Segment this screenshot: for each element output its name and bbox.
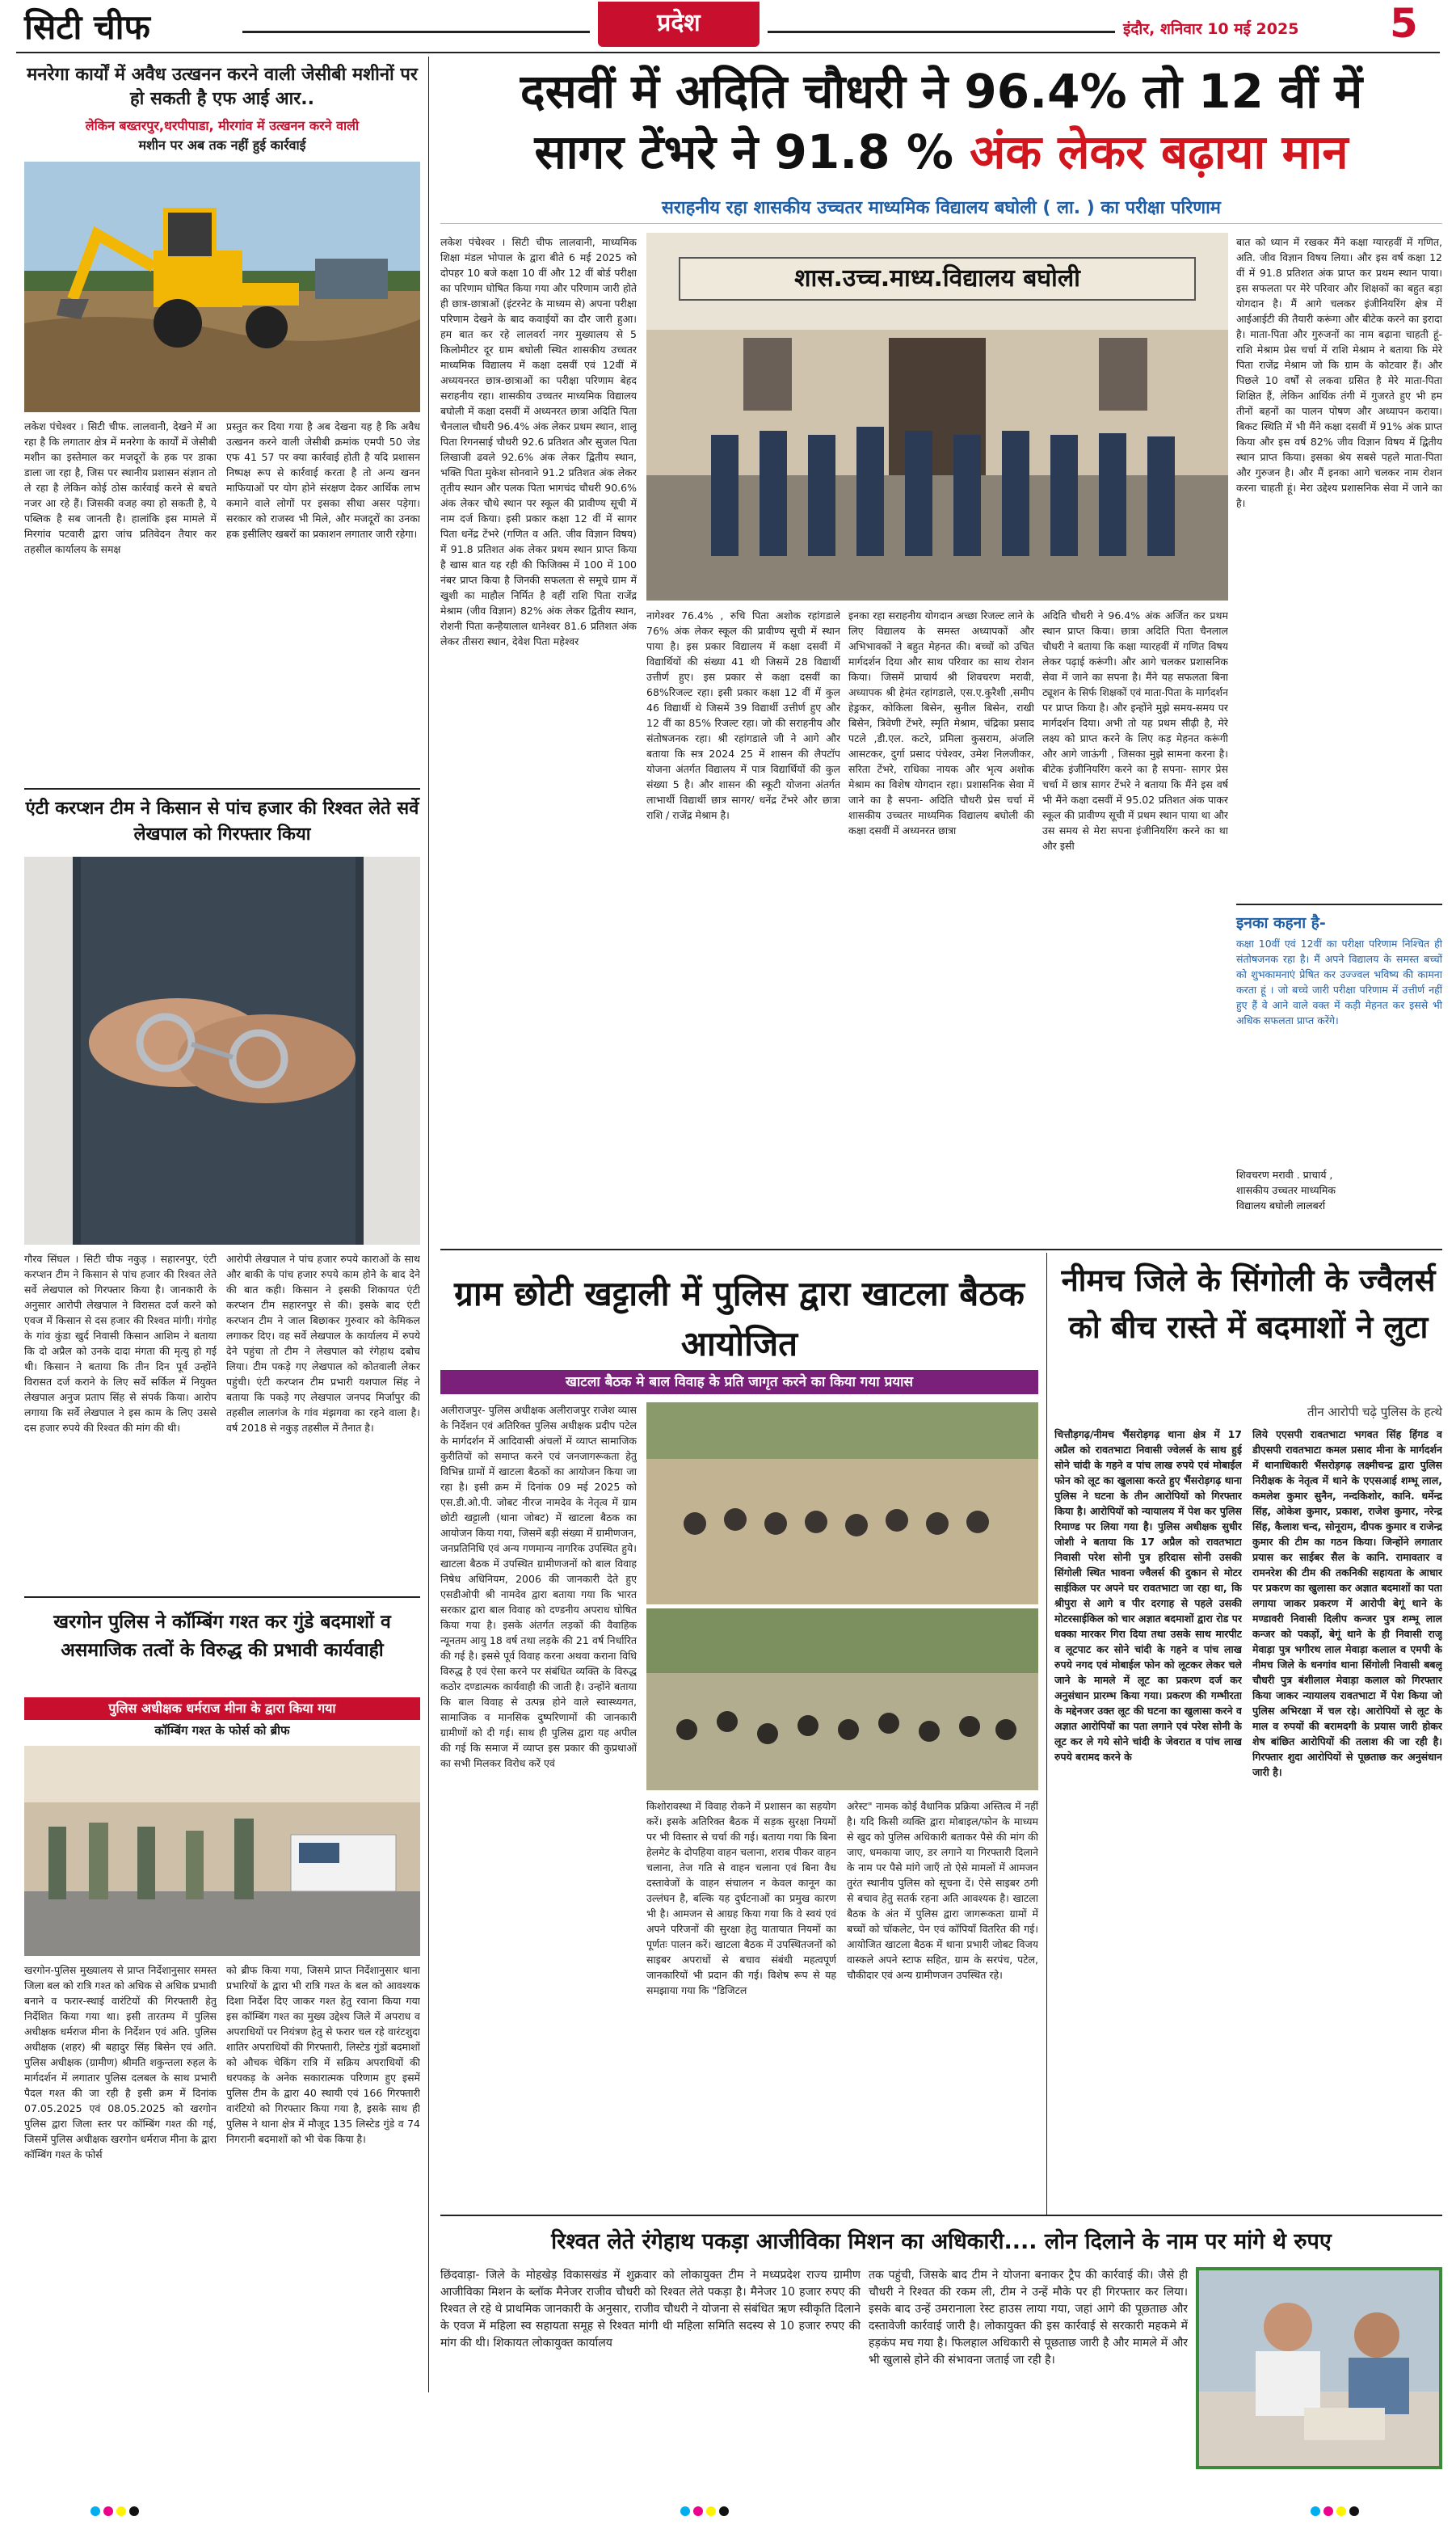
story5-column-2: लिये एएसपी रावतभाटा भगवत सिंह हिंगड व डीएसपी रावतभाटा कमल प्रसाद मीना के मार्गदर्शन में थानाधिकारी भैंसरोड़गढ़ लक्ष्मीचन्द्र द्वारा पुलिस निरीक्षक के नेतृत्व में थाने के एएसआई शम्भू लाल, कमलेश कुमार सुनैन, नन्दकिशोर, कानि. धर्मेन्द्र सिंह, ओकेश कुमार, प्रकाश, राजेश कुमार, नरेन्द्र सिंह, कैलाश चन्द, सोनूराम, दीपक कुमार व राजेन्द्र कुमार की टीम का गठन किया। जिन्होंने लगातार प्रयास कर साईबर सैल के कानि. रामावतार व रामनरेश की टीम की तकनिकी सहायता के आधार पर प्रकरण का खुलासा कर अज्ञात बदमाशों का पता लगाया जाकर प्रकरण में आरोपी बेगूं थाने के मण्डावरी निवासी दिलीप कन्जर पुत्र शम्भू लाल कन्जर को पकड़ों, बेगूं थाने के ही निवासी राजू मेवाड़ा पुत्र भगीरथ लाल मेवाड़ा कलाल व एमपी के नीमच जिले के धनगांव थाना सिंगोली निवासी बबलू चौधरी पुत्र बंशीलाल मेवाड़ा कलाल को गिरफ्तार किया जाकर न्यायालय रावतभाटा में पेश किया जो पुलिस अभिरक्षा में चल रहे। आरोपियों से लूट के माल व रुपयों की बरामदगी के प्रयास जारी होकर शेष बांछित आरोपियों की तलाश की जा रही है। गिरफ्तार शुदा आरोपियों से पूछताछ कर अनुसंधान जारी है। <box>1252 1428 1442 1778</box>
handcuff-illustration <box>24 857 420 1245</box>
story3-strip-2: कॉम्बिंग गश्त के फोर्स को ब्रीफ <box>154 1723 290 1738</box>
masthead <box>0 0 1456 52</box>
quote-box <box>1236 904 1442 1243</box>
story5-column-1: चित्तौड़गढ़/नीमच भैंसरोड़गढ़ थाना क्षेत्र में 17 अप्रैल को रावतभाटा निवासी ज्वेलर्स के साथ हुई सोने चांदी के गहने व पांच लाख रुपये एवं मोबाईल फोन को लूट का खुलासा करते हुए भैंसरोड़गढ़ थाना पुलिस ने घटना के तीन आरोपियों को गिरफ्तार किया है। आरोपियों को न्यायालय में पेश कर पुलिस रिमाण्ड पर लिया गया है। पुलिस अधीक्षक सुधीर जोशी ने बताया कि 17 अप्रैल को रावतभाटा निवासी परेश सोनी पुत्र हरिदास सोनी उसकी सिंगोली स्थित भावना ज्वैलर्स की दुकान से मोटर साईकिल पर अपने घर रावतभाटा जा रहा था, कि श्रीपुरा से आगे व पीर दरगाह से पहले उसकी मोटरसाईकिल को चार अज्ञात बदमाशों द्वारा रोड पर धक्का मारकर गिरा दिया तथा उसके साथ मारपीट व लूटपाट कर सोने चांदी के गहने व पांच लाख रुपये नगद एवं मोबाईल फोन को लूटकर लेकर चले जाने के मामले में लूट का प्रकरण दर्ज कर अनुसंधान प्रारम्भ किया गया। प्रकरण की गम्भीरता के मद्देनजर उक्त लूट की घटना का खुलासा करने व अज्ञात आरोपियों का पता लगाने एवं परेश सोनी के लूट कर ले गये सोने चांदी के जेवरात व पांच लाख रुपये बरामद करने के <box>1054 1428 1242 1763</box>
masthead-rule-left <box>242 31 590 33</box>
divider-bottom <box>440 2215 1442 2216</box>
section-tab <box>598 2 760 47</box>
story3-column-1: खरगोन-पुलिस मुख्यालय से प्राप्त निर्देशानुसार समस्त जिला बल को रात्रि गश्त को अधिक से अधिक प्रभावी बनाने व फरार-स्थाई वारंटियों की गिरफ्तारी हेतु निर्देशित किया गया था। इसी तारतम्य में पुलिस अधीक्षक धर्मराज मीना के निर्देशन एवं अति. पुलिस अधीक्षक (शहर) श्री बहादुर सिंह बिसेन एवं अति. पुलिस अधीक्षक (ग्रामीण) श्रीमति शकुन्तला रुहल के मार्गदर्शन में लगातार पुलिस दलबल के साथ प्रभारी पैदल गश्त की जा रही है इसी क्रम में दिनांक 07.05.2025 एवं 08.05.2025 को खरगोन पुलिस द्वारा जिला स्तर पर कॉम्बिंग गश्त की गई, जिसमें पुलिस अधीक्षक खरगोन धर्मराज मीना के द्वारा कॉम्बिंग गश्त के फोर्स <box>24 1964 217 2160</box>
quote-signature-1: शिवचरण मरावी . प्राचार्य , <box>1236 1169 1333 1181</box>
story1-kicker <box>24 116 420 155</box>
page-number: 5 <box>1390 0 1418 47</box>
lead-headline-line1: दसवीं में अदिति चौधरी ने 96.4% तो 12 वीं में <box>520 64 1363 119</box>
school-sign: शास.उच्च.माध्य.विद्यालय बघोली <box>679 257 1196 301</box>
quote-title: इनका कहना है- <box>1236 914 1326 932</box>
story6-column-1: छिंदवाड़ा- जिले के मोहखेड़ विकासखंड में शुक्रवार को लोकायुक्त टीम ने मध्यप्रदेश राज्य ग्रामीण आजीविका मिशन के ब्लॉक मैनेजर राजीव चौधरी को रिश्वत लेते पकड़ा है। मैनेजर 10 हजार रुपए की रिश्वत ले रहे थे प्राथमिक जानकारी के अनुसार, राजीव चौधरी ने योजना से संबंधित ऋण स्वीकृति दिलाने के एवज में महिला स्व सहायता समूह से रिश्वत मांगी थी महिला समिति सदस्य से 10 हजार रुपए की मांग की थी। शिकायत लोकायुक्त कार्यालय <box>440 2269 861 2350</box>
story4-strip: खाटला बैठक मे बाल विवाह के प्रति जागृत करने का किया गया प्रयास <box>440 1370 1038 1394</box>
registration-dots-left <box>89 2504 141 2519</box>
story2-headline: एंटी करप्शन टीम ने किसान से पांच हजार की रिश्वत लेते सर्वे लेखपाल को गिरफ्तार किया <box>25 799 419 845</box>
divider-1 <box>24 788 420 790</box>
story3-column-2: को ब्रीफ किया गया, जिसमे प्राप्त निर्देशानुसार थाना प्रभारियों के द्वारा भी रात्रि गश्त के बल को आवश्यक दिशा निर्देश दिए जाकर गश्त हेतु रवाना किया गया इस कॉम्बिंग गश्त का मुख्य उद्देश्य जिले में अपराध व अपराधियों पर नियंत्रण हेतु से फरार चल रहे वारंटशुदा शातिर अपराधियों की गिरफ्तारी, लिस्टेड गुंडों बदमाशों को औचक चेकिंग रात्रि में सक्रिय अपराधियों की धरपकड़ के अनेक सकारात्मक परिणाम हुए इसमें पुलिस टीम के द्वारा 40 स्थायी एवं 166 गिरफ्तारी वारंटियो को गिरफ्तार किया गया है, इसके साथ ही पुलिस ने थाना क्षेत्र में मौजूद 135 लिस्टेड गुंडे व 74 निगरानी बदमाशों को भी चेक किया है। <box>226 1964 420 2145</box>
lead-column-1: लकेश पंचेश्वर । सिटी चीफ लालवानी, माध्यमिक शिक्षा मंडल भोपाल के द्वारा बीते 6 मई 2025 को दोपहर 10 बजे कक्षा 10 वीं और 12 वीं बोर्ड परीक्षा का परिणाम घोषित किया गया और परिणाम जारी होते ही छात्र-छात्राओं (इंटरनेट के माध्यम से) अपना परीक्षा परिणाम देखने के बाद कवाईयों का दौर जारी हुआ। हम बात कर रहे लालवर्रा नगर मुख्यालय से 5 किलोमीटर दूर ग्राम बघोली स्थित शासकीय उच्चतर माध्यमिक विद्यालय में कक्षा दसवीं एवं 12वीं में अध्ययनरत छात्र-छात्राओं का परीक्षा परिणाम बेहद सराहनीय रहा। शासकीय उच्चतर माध्यमिक विद्यालय बघोली में कक्षा दसवीं में अध्यनरत छात्रा अदिति पिता चैनलाल चौधरी 96.4% अंक लेकर प्रथम स्थान, शालू पिता रिगनसाई चौधरी 92.6 प्रतिशत और सुजल पिता लिखाजी ढवले 92.6% अंक लेकर द्वितीय स्थान, भक्ति पिता मुकेश सोनवाने 91.2 प्रतिशत अंक लेकर तृतीय स्थान और पलक पिता भागचंद चौधरी 90.6% अंक लेकर चौथे स्थान पर स्कूल की प्रावीण्य सूची में नाम दर्ज किया। इसी प्रकार कक्षा 12 वीं में सागर पिता धनेंद्र टेंभरे (गणित व अति. जीव विज्ञान विषय) में 91.8 प्रतिशत अंक लेकर प्रथम स्थान प्राप्त किया है खास बात यह रही की फिजिक्स में 100 में 100 नंबर प्राप्त किया है जिनकी सफलता से समूचे ग्राम में खुशी का माहौल निर्मित है वहीं राशि पिता राजेंद्र मेश्राम (जीव विज्ञान) 82% अंक लेकर द्वितीय स्थान, रोशनी पिता कन्हैयालाल धानेश्वर 81.6 प्रतिशत अंक लेकर तीसरा स्थान, देवेश पिता महेश्वर <box>440 236 637 647</box>
school-group-photo <box>646 233 1228 601</box>
story2-column-1: गौरव सिंघल । सिटी चीफ नकुड़ । सहारनपुर, एंटी करप्शन टीम ने किसान से पांच हजार की रिश्वत लेते सर्वे लेखपाल को गिरफ्तार किया है। जानकारी के अनुसार आरोपी लेखपाल ने विरासत दर्ज करने को एवज में किसान से दस हजार की रिश्वत मांगी। गंगोह के गांव कुंडा खुर्द निवासी किसान आशिम ने बताया कि दो अप्रैल को उनके दादा मंगता की मृत्यु हो गई थी। किसान ने बताया कि तीन दिन पूर्व उन्होंने विरासत दर्ज कराने के लिए सर्वे सर्किल में नियुक्त लेखपाल अनुज प्रताप सिंह से संपर्क किया। आरोप लगाया कि सर्वे लेखपाल ने इस काम के लिए उससे दस हजार रुपये की रिश्वत की मांग की थी। <box>24 1253 217 1434</box>
story1-kicker-line1: लेकिन बख्तरपुर,धरपीपाडा, मीरगांव में उत्खनन करने वाली <box>85 118 360 133</box>
jcb-illustration <box>24 162 420 412</box>
lead-column-4: अदिति चौधरी ने 96.4% अंक अर्जित कर प्रथम स्थान प्राप्त किया। छात्रा अदिति पिता चैनलाल चौधरी ने बताया कि कक्षा ग्यारहवीं में गणित विषय लेकर पढ़ाई करूंगी। और आगे चलकर प्रशासनिक सेवा में जाने का सपना है। मैंने यह सफलता बिना ट्यूशन के सिर्फ शिक्षकों एवं माता-पिता के मार्गदर्शन पर प्राप्त किया है। और इन्होंने मुझे समय-समय पर मार्गदर्शन दिया। अभी तो यह प्रथम सीढ़ी है, मेरे लक्ष्य को प्राप्त करने के लिए कड़ मेहनत करूंगी और आगे जाऊंगी , जिसका मुझे सामना करना है। बीटेक इंजीनियरिंग करने का है सपना- सागर प्रेस चर्चा में छात्र सागर टेंभरे ने बताया कि मैंने इस वर्ष भी मैंने कक्षा दसवीं में 95.02 प्रतिशत अंक पाकर स्कूल की प्रावीण्य सूची में प्रथम स्थान पाया था और उस समय से मेरा सपना इंजीनियरिंग करने का था और इसी <box>1042 609 1228 852</box>
divider-2 <box>24 1596 420 1598</box>
story6-column-2: तक पहुंची, जिसके बाद टीम ने योजना बनाकर ट्रैप की कार्रवाई की। जैसे ही चौधरी ने रिश्वत की रकम ली, टीम ने उन्हें मौके पर ही गिरफ्तार कर लिया। इसके बाद उन्हें उमरानाला रेस्ट हाउस लाया गया, जहां आगे की पूछताछ और दस्तावेजी कार्रवाई जारी है। लोकायुक्त की इस कार्रवाई से सरकारी महकमे में हड़कंप मच गया है। फिलहाल अधिकारी से पूछताछ जारी है और मामले में और भी खुलासे होने की संभावना जताई जा रही है। <box>869 2269 1188 2367</box>
story6-headline: रिश्वत लेते रंगेहाथ पकड़ा आजीविका मिशन का अधिकारी.... लोन दिलाने के नाम पर मांगे थे रुपए <box>551 2229 1332 2254</box>
story5-headline: नीमच जिले के सिंगोली के ज्वैलर्स को बीच रास्ते में बदमाशों ने लुटा <box>1061 1262 1436 1345</box>
bribe-arrest-photo <box>1196 2267 1442 2469</box>
handcuff-photo <box>24 857 420 1245</box>
quote-body: कक्षा 10वीं एवं 12वीं का परीक्षा परिणाम निश्चित ही संतोषजनक रहा है। मैं अपने विद्यालय के समस्त बच्चों को शुभकामनाएं प्रेषित कर उज्ज्वल भविष्य की कामना करता हूं । जो बच्चे जारी परीक्षा परिणाम में उत्तीर्ण नहीं हुए हैं वे आने वाले वक्त में कड़ी मेहनत कर इससे भी अधिक सफलता प्राप्त करेंगे। <box>1236 938 1442 1026</box>
lead-column-5: बात को ध्यान में रखकर मैंने कक्षा ग्यारहवीं में गणित, अति. जीव विज्ञान विषय लिया। और इस वर्ष कक्षा 12 वीं में 91.8 प्रतिशत अंक प्राप्त कर प्रथम स्थान पाया। इस सफलता पर मेरे परिवार और शिक्षकों का बहुत बड़ा योगदान है। मैं आगे चलकर इंजीनियरिंग क्षेत्र में आईआईटी की तैयारी करूंगा और बीटेक करने का इरादा है। माता-पिता और गुरुजनों का नाम बढ़ाना चाहती हूं-राशि मेश्राम प्रेस चर्चा में राशि मेश्राम ने बताया कि मेरे पिता राजेंद्र मेश्राम जो कि ग्राम के कोटवार हैं। और पिछले 10 वर्षों से लकवा ग्रसित है मेरे माता-पिता शिक्षित हैं, लेकिन आर्थिक तंगी में गुजरते हुए भी हम तीनों बहनों का पालन पोषण और अध्यापन कराया। बिकट स्थिति में भी मैंने कक्षा दसवीं में 91% अंक प्राप्त किया और इस वर्ष 82% जीव विज्ञान विषय में द्वितीय स्थान प्राप्त किया। इसका श्रेय सबसे पहले माता-पिता और गुरुजन है। और मैं इनका आगे चलकर नाम रोशन करना चाहती हूं। मेरा उद्देश्य प्रशासनिक सेवा में जाने का है। <box>1236 236 1442 509</box>
lead-column-2: नागेश्वर 76.4% , रुचि पिता अशोक रहांगडाले 76% अंक लेकर स्कूल की प्रावीण्य सूची में स्थान पाया है। इस प्रकार विद्यालय में कक्षा दसवीं में विद्यार्थियों की संख्या 41 थी जिसमें 28 विद्यार्थी उत्तीर्ण हुए। इस प्रकार से कक्षा दसवीं का 68%रिजल्ट रहा। इसी प्रकार कक्षा 12 वीं में कुल 46 विद्यार्थी थे जिसमें 39 विद्यार्थी उत्तीर्ण हुए और 12 वीं का 85% रिजल्ट रहा। जो की सराहनीय और संतोषजनक रहा। श्री रहांगडाले जी ने आगे और बताया कि सत्र 2024 25 में शासन की लैपटॉप योजना अंतर्गत विद्यालय में पात्र विद्यार्थियों की कुल संख्या 5 है। और शासन की स्कूटी योजना अंतर्गत लाभार्थी विद्यार्थी छात्र सागर/ धनेंद्र टेंभरे और छात्रा राशि / राजेंद्र मेश्राम है। <box>646 609 840 821</box>
story1-kicker-line2: मशीन पर अब तक नहीं हुई कार्रवाई <box>138 137 306 153</box>
story4-story5-rule <box>1046 1253 1047 2215</box>
lead-column-3: इनका रहा सराहनीय योगदान अच्छा रिजल्ट लाने के लिए विद्यालय के समस्त अध्यापकों और अभिभावकों ने बहुत मेहनत की। बच्चों को उचित मार्गदर्शन दिया और साथ परिवार का साथ रोशन किया। जिसमें प्राचार्य श्री शिवचरण मरावी, अध्यापक श्री हेमंत रहांगडाले, एस.ए.कुरैशी ,समीप हेड्रकर, कोकिला बिसेन, सुनील बिसेन, राखी बिसेन, त्रिवेणी टेंभरे, स्मृति मेश्राम, चंद्रिका प्रसाद पटले ,डी.एल. कटरे, प्रमिला कुसराम, अंजलि आसटकर, दुर्गा प्रसाद पंचेश्वर, उमेश निलजीकर, सरिता टेंभरे, राधिका नायक और भृत्य अशोक मेश्राम का विशेष योगदान रहा। प्रशासनिक सेवा में जाने का है सपना- अदिति चौधरी प्रेस चर्चा में शासकीय उच्चतर माध्यमिक विद्यालय बघोली की कक्षा दसवीं में अध्यनरत छात्रा <box>848 609 1034 837</box>
story4-column-2: किशोरावस्था में विवाह रोकने में प्रशासन का सहयोग करें। इसके अतिरिक्त बैठक में सड़क सुरक्षा नियमों पर भी विस्तार से चर्चा की गई। बताया गया कि बिना हेलमेट के दोपहिया वाहन चलाना, शराब पीकर वाहन चलाना, तेज गति से वाहन चलाना एवं बिना वैध दस्तावेजों के वाहन संचालन न केवल कानून का उल्लंघन है, बल्कि यह दुर्घटनाओं का प्रमुख कारण भी है। आमजन से आग्रह किया गया कि वे स्वयं एवं अपने परिजनों की सुरक्षा हेतु यातायात नियमों का पूर्णतः पालन करें। खाटला बैठक में उपस्थितजनों को साइबर अपराधों से बचाव संबंधी महत्वपूर्ण जानकारियों भी प्रदान की गई। विशेष रूप से यह समझाया गया कि "डिजिटल <box>646 1800 836 1996</box>
story4-column-3: अरेस्ट" नामक कोई वैधानिक प्रक्रिया अस्तित्व में नहीं है। यदि किसी व्यक्ति द्वारा मोबाइल/फोन के माध्यम से खुद को पुलिस अधिकारी बताकर पैसे की मांग की जाए, धमकाया जाए, डर लगाने या गिरफ्तारी दिलाने के नाम पर पैसे मांगे जाएँ तो ऐसे मामलों में आमजन तुरंत स्थानीय पुलिस को सूचना दें। ऐसे साइबर ठगी से बचाव हेतु सतर्क रहना अति आवश्यक है। खाटला बैठक के अंत में पुलिस द्वारा जागरूकता ग्रामों में बच्चों को चॉकलेट, पेन एवं कॉपियाँ वितरित की गई। आयोजित खाटला बैठक में थाना प्रभारी जोबट विजय वास्कले अपने स्टाफ सहित, ग्राम के सरपंच, पटेल, चौकीदार एवं अन्य ग्रामीणजन उपस्थित रहे। <box>847 1800 1038 1981</box>
lead-headline-line2-b: अंक लेकर बढ़ाया मान <box>970 124 1349 179</box>
story4-column-1: अलीराजपुर- पुलिस अधीक्षक अलीराजपुर राजेश व्यास के निर्देशन एवं अतिरिक्त पुलिस अधीक्षक प्रदीप पटेल के मार्गदर्शन में आदिवासी अंचलों में व्याप्त सामाजिक कुरीतियों को समाप्त करने एवं जनजागरूकता हेतु विभिन्न ग्रामों में खाटला बैठकों का आयोजन किया जा रहा है। इसी क्रम में दिनांक 09 मई 2025 को एस.डी.ओ.पी. जोबट नीरज नामदेव के नेतृत्व में ग्राम छोटी खट्टाली (थाना जोबट) में खाटला बैठक का आयोजन किया गया, जिसमें बड़ी संख्या में ग्रामीणजन, जनप्रतिनिधि एवं अन्य गणमान्य नागरिक उपस्थित हुये। खाटला बैठक में उपस्थित ग्रामीणजनों को बाल विवाह निषेध अधिनियम, 2006 की जानकारी देते हुए एसडीओपी श्री नामदेव द्वारा बताया गया कि भारत सरकार द्वारा बाल विवाह को दण्डनीय अपराध घोषित किया गया है। इसके अंतर्गत लड़कों की वैवाहिक न्यूनतम आयु 18 वर्ष तथा लड़के की 21 वर्ष निर्धारित की गई है। इससे पूर्व विवाह करना अथवा कराना विधि विरुद्ध है एवं ऐसा करने पर संबंधित व्यक्ति के विरुद्ध कठोर दण्डात्मक कार्यवाही की जाती है। उन्होंने बताया कि बाल विवाह से उत्पन्न होने वाले स्वास्थ्यगत, सामाजिक व मानसिक दुष्परिणामों की जानकारी ग्रामीणों को दी गई। साथ ही पुलिस द्वारा यह अपील की गई कि समाज में व्याप्त इस प्रकार की कुप्रथाओं का सभी मिलकर विरोध करें एवं <box>440 1404 637 1769</box>
section-label: प्रदेश <box>657 9 701 37</box>
lead-subhead: सराहनीय रहा शासकीय उच्चतर माध्यमिक विद्यालय बघोली ( ला. ) का परीक्षा परिणाम <box>440 194 1442 224</box>
story3-headline: खरगोन पुलिस ने कॉम्बिंग गश्त कर गुंडे बदमाशों व असमाजिक तत्वों के विरुद्ध की प्रभावी कार्यवाही <box>53 1612 391 1661</box>
story1-headline: मनरेगा कार्यों में अवैध उत्खनन करने वाली जेसीबी मशीनों पर हो सकती है एफ आई आर.. <box>27 65 418 109</box>
registration-dots-mid <box>679 2504 730 2519</box>
story3-strip-1: पुलिस अधीक्षक धर्मराज मीना के द्वारा किया गया <box>24 1697 420 1720</box>
story1-column-2: प्रस्तुत कर दिया गया है अब देखना यह है कि अवैध उत्खनन करने वाली जेसीबी क्रमांक एमपी 50 जेड एफ 41 57 पर क्या कार्रवाई होती है यदि प्रशासन निष्पक्ष रूप से कार्रवाई करता है तो अन्य खनन माफियाओं पर योग होने संरक्षण देकर आर्थिक लाभ कमाने वाले लोगों पर इसका सीधा असर पड़ेगा। सरकार को राजस्व भी मिले, और मजदूरों का उनका हक इसीलिए खबरों का प्रकाशन लगातार जारी रहेगा। <box>226 420 420 540</box>
masthead-title: सिटी चीफ <box>24 7 150 47</box>
left-column-rule <box>428 57 429 2392</box>
divider-lead <box>440 1249 1442 1250</box>
combing-patrol-photo <box>24 1746 420 1956</box>
story1-column-1: लकेश पंचेश्वर । सिटी चीफ. लालवानी, देखने में आ रहा है कि लगातार क्षेत्र में मनरेगा के कार्यों में जेसीबी मशीन का इस्तेमाल कर मजदूरों के हक पर डाका डाला जा रहा है, जिस पर स्थानीय प्रशासन संज्ञान तो ले रहा है लेकिन कोई ठोस कार्रवाई करने से बचते नजर आ रहे हैं। जिसकी वजह क्या हो सकती है, ये पब्लिक है सब जानती है। हालांकि इस मामले में मिरगांव पटवारी द्वारा जांच प्रतिवेदन तैयार कर तहसील कार्यालय के समक्ष <box>24 420 217 555</box>
quote-signature-2: शासकीय उच्चतर माध्यमिक <box>1236 1184 1336 1196</box>
jcb-photo <box>24 162 420 412</box>
story5-subhead: तीन आरोपी चढ़े पुलिस के हत्थे <box>1307 1405 1442 1419</box>
story4-headline: ग्राम छोटी खट्टाली में पुलिस द्वारा खाटला बैठक आयोजित <box>454 1274 1025 1364</box>
meeting-photo-1 <box>646 1402 1038 1604</box>
patrol-illustration <box>24 1746 420 1956</box>
bribe-illustration <box>1199 2270 1439 2466</box>
masthead-rule-right <box>768 31 1115 33</box>
meeting-illustration-2 <box>646 1608 1038 1790</box>
masthead-divider <box>16 52 1440 53</box>
lead-headline-line2-a: सागर टेंभरे ने 91.8 % <box>534 124 970 179</box>
registration-dots-right <box>1309 2504 1361 2519</box>
meeting-illustration-1 <box>646 1402 1038 1604</box>
quote-signature-3: विद्यालय बघोली लालबर्रा <box>1236 1199 1326 1212</box>
story2-column-2: आरोपी लेखपाल ने पांच हजार रुपये काराओं के साथ और बाकी के पांच हजार रुपये काम होने के बाद देने की बात कही। किसान ने इसकी शिकायत एंटी करप्शन टीम सहारनपुर से की। इसके बाद एंटी करप्शन टीम ने जाल बिछाकर गुरुवार को केमिकल लगाकर दिए। वह सर्वे लेखपाल के कार्यालय में रुपये देने पहुंचा तो टीम ने लेखपाल को रंगेहाथ दबोच लिया। टीम पकड़े गए लेखपाल को कोतवाली लेकर पहुंची। एंटी करप्शन टीम प्रभारी यशपाल सिंह ने बताया कि पकड़े गए लेखपाल जनपद मिर्जापुर की तहसील लालगंज के गांव मंझगवा का रहने वाला है। वर्ष 2018 से नकुड़ तहसील में तैनात है। <box>226 1253 420 1434</box>
lead-headline-line2 <box>440 121 1442 183</box>
meeting-photo-2 <box>646 1608 1038 1790</box>
dateline: इंदौर, शनिवार 10 मई 2025 <box>1123 20 1299 38</box>
